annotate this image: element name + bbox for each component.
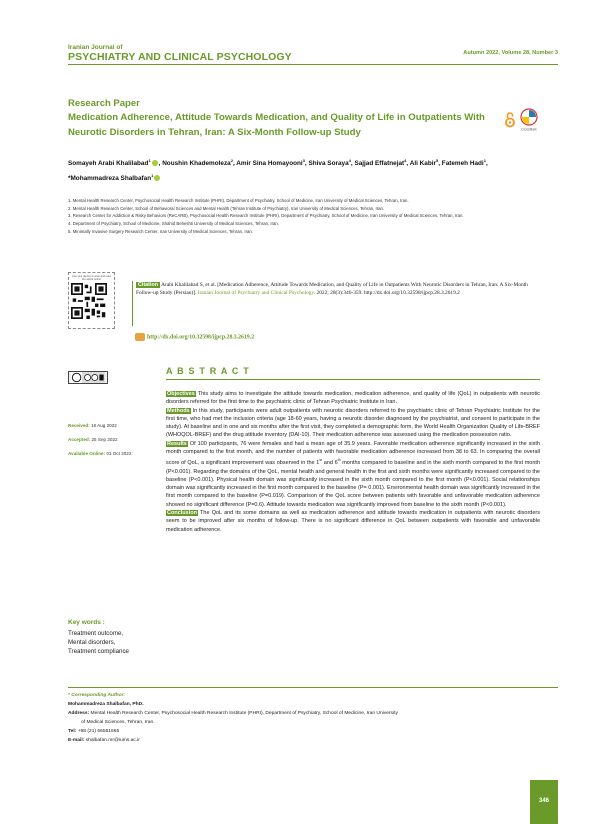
keyword-item: Mental disorders, [68, 639, 116, 646]
journal-name: Iranian Journal of [68, 44, 123, 51]
affiliation-item: 4. Department of Psychiatry, School of Medicine, Shahid Beheshti University of Medical Sciences, Tehran, Iran. [68, 221, 279, 227]
qr-code[interactable] [71, 283, 107, 319]
abstract-results [166, 440, 540, 509]
abstract-heading: A B S T R A C T [166, 366, 250, 376]
tel-label: Tel: [68, 729, 77, 734]
affiliation-item: 2. Mental Health Research Center, School of Behavioral Sciences and Mental Health (Tehran Institute of Psychiatry), Iran University of Medical Sciences, Tehran, Iran. [68, 205, 385, 211]
address-text: Mental Health Research Center, Psychosocial Health Research Institute (PHRI), Department of Psychiatry, School of Medicine, Iran University [89, 711, 398, 716]
results-text: Of 100 participants, 76 were females and had a mean age of 35.9 years. Favorable medication adherence significantly increased in the sixth month compared to the first month, and the number of patients with favorable medication adherence increased from 38 to 63. In comparing the overall score of QoL, a significant improvement was observed in the 1 [166, 440, 540, 467]
accepted-label: Accepted: [68, 437, 91, 442]
open-access-icon[interactable] [505, 111, 515, 128]
accepted-date: 25 Sep 2022 [91, 437, 118, 442]
affiliation-item: 1. Mental Health Research Center, Psychosocial Health Research Institute (PHRI), Department of Psychiatry, School of Medicine, Iran University of Medical Sciences, Tehran, Iran. [68, 198, 409, 203]
author-affiliation-mark: 1 [151, 172, 154, 178]
doi-icon [135, 333, 145, 341]
abstract-methods [166, 407, 540, 440]
author-name: Somayeh Arabi Khalilabad [68, 160, 149, 168]
author-affiliation-mark: 1 [148, 158, 151, 163]
email-label: E-mail: [68, 738, 85, 743]
corresponding-divider [68, 687, 558, 688]
online-date: 01 Oct 2022 [106, 451, 132, 456]
page-number: 346 [538, 798, 549, 804]
journal-title: PSYCHIATRY AND CLINICAL PSYCHOLOGY [68, 51, 292, 63]
conclusion-label: Conclusion [167, 509, 197, 516]
address-label: Address: [68, 711, 90, 716]
methods-text: In this study, participants were adult outpatients with neurotic disorders referred to the psychiatric clinic of Tehran Psychiatric Institute for the first time, who had met the inclusion criteria (age 18-60 years, having a neurotic disorder diagnosed by the psychiatrist, and consent to participate in the study). At baseline and in one and six months after the first visit, they completed a demographic form, the World Health Organization Quality of Life-BREF (WHOQOL-BREF) and the drug attitude inventory (DAI-10). Their medication adherence was assessed using the medication possession ratio. [166, 407, 540, 439]
author-name: Noushin Khademoleza [162, 160, 231, 168]
header-divider [68, 64, 558, 65]
keywords-heading: Key words : [68, 619, 105, 626]
keyword-item: Treatment compliance [68, 648, 129, 655]
author-list: Somayeh Arabi Khalilabad$^1$ , Noushin Khademoleza$^2$, Amir Sina Homayooni$^3$, Shiva Soraya$^4$, Sajjad Effatnejat$^4$, Ali Kabir$^5$, Fatemeh Hadi$^1$, *Mohammadreza Shalbafan$^1$ [68, 158, 488, 182]
keyword-item: Treatment outcome, [68, 630, 124, 637]
orcid-icon[interactable] [154, 175, 160, 181]
affiliation-item: 5. Minimally Invasive Surgery Research Center, Iran University of Medical Sciences, Tehran, Iran. [68, 228, 254, 234]
cc-license-badge[interactable] [68, 371, 108, 384]
author-affiliation-mark: 4 [404, 158, 407, 163]
author-affiliation-mark: 3 [302, 158, 305, 163]
results-text: and 6 [322, 460, 338, 467]
conclusion-text: The QoL and its some domains as well as medication adherence and attitude towards medication in outpatients with neurotic disorders seem to be improved after six months of follow-up. There is no significant difference in QoL between outpatients with favorable and unfavorable medication adherence. [166, 509, 540, 533]
results-superscript: th [337, 458, 341, 463]
doi-row [135, 333, 254, 341]
received-date: 18 Aug 2022 [91, 423, 117, 428]
abstract-body [166, 390, 540, 534]
tel-number: +98 (21) 66551665 [76, 729, 120, 734]
author-name: Shiva Soraya [308, 160, 349, 168]
abstract-divider [166, 379, 540, 380]
crossmark-label: CrossMark [521, 127, 537, 132]
author-name: Sajjad Effatnejat [354, 160, 405, 168]
address-continued: of Medical Sciences, Tehran, Iran. [81, 720, 155, 725]
qr-caption: Use your device to scan and read the article online [72, 275, 111, 281]
crossmark-icon[interactable] [518, 108, 540, 132]
doi-link[interactable]: http://dx.doi.org/10.32598/ijpcp.28.3.2619.2 [147, 334, 255, 341]
objectives-label: Objectives [167, 391, 195, 397]
affiliation-item: 3. Research Center for Addiction & Risky Behaviors (ReCARB), Psychosocial Health Research Institute (PHRI), Department of Psychiatry, School of Medicine, Iran University of Medical Sciences, Tehran, Iran. [68, 213, 464, 219]
citation-journal-link[interactable]: Iranian Journal of Psychiatry and Clinical Psychology [197, 290, 314, 297]
citation-box [132, 281, 540, 326]
email-link[interactable]: shalbafan.mr@iums.ac.ir [84, 738, 140, 743]
results-label: Results [167, 440, 187, 447]
citation-label: Citation [138, 282, 159, 288]
citation-text: Arabi Khalilabad S, et al. [Medication Adherence, Attitude Towards Medication, and Quality of Life in Outpatients With Neurotic Disorders in Tehran, Iran: A Six-Month Follow-up Study (Persian)]. [136, 282, 528, 297]
issue-info: Autumn 2022, Volume 28, Number 3 [463, 50, 558, 56]
author-name: Fatemeh Hadi [441, 160, 484, 168]
online-label: Available Online: [68, 451, 106, 456]
corresponding-heading: * Corresponding Author: [68, 693, 126, 698]
author-affiliation-mark: 2 [230, 158, 233, 163]
author-affiliation-mark: 4 [348, 158, 351, 163]
methods-label: Methods [167, 407, 190, 414]
keywords-panel [68, 619, 163, 656]
affiliation-list [68, 197, 540, 236]
qr-panel [68, 272, 115, 329]
citation-tail: . 2022; 28(3):346-359. http://dx.doi.org/10.32598/ijpcp.28.3.2619.2 [313, 290, 460, 297]
results-superscript: st [319, 458, 323, 463]
results-text: months compared to baseline and in the sixth month compared to the first month (P<0.001). Regarding the domains of the QoL, mental health and general health in the first and sixth months were significantly increased compared to the baseline (P<0.001). Physical health domain was significantly increased in the sixth month compared to the first month (P<0.001). Social relationships domain was significantly increased in the first month compared to the baseline (P= 0.001). Environmental health domain was significantly increased in the first month compared to the baseline (P=0.019). Comparison of the QoL score between patients with favorable and unfavorable medication adherence showed no significant difference (P=0.6). Attitude towards medication was significantly improved from baseline to the sixth month (P<0.001). [166, 460, 541, 508]
received-label: Received: [68, 423, 90, 428]
corresponding-name: Mohammadreza Shalbafan, PhD. [68, 702, 144, 707]
orcid-icon[interactable] [152, 160, 158, 166]
article-dates [68, 419, 158, 461]
objectives-text: This study aims to investigate the attitude towards medication, medication adherence, and quality of life (QoL) in outpatients with neurotic disorders referred for the first time to the psychiatric clinic of Tehran Psychiatric Institute in Iran. [166, 391, 540, 406]
abstract-objectives [166, 390, 540, 407]
paper-title: Medication Adherence, Attitude Towards Medication, and Quality of Life in Outpatients With Neurotic Disorders in Tehran, Iran: A Six-Month Follow-up Study [68, 112, 485, 138]
author-name: Ali Kabir [409, 160, 436, 168]
paper-type: Research Paper [68, 98, 140, 109]
author-affiliation-mark: 5 [436, 158, 439, 163]
abstract-conclusion [166, 509, 540, 534]
author-name: *Mohammadreza Shalbafan [68, 174, 152, 182]
author-affiliation-mark: 1 [483, 158, 486, 163]
corresponding-author [68, 691, 518, 745]
author-name: Amir Sina Homayooni [236, 160, 303, 168]
